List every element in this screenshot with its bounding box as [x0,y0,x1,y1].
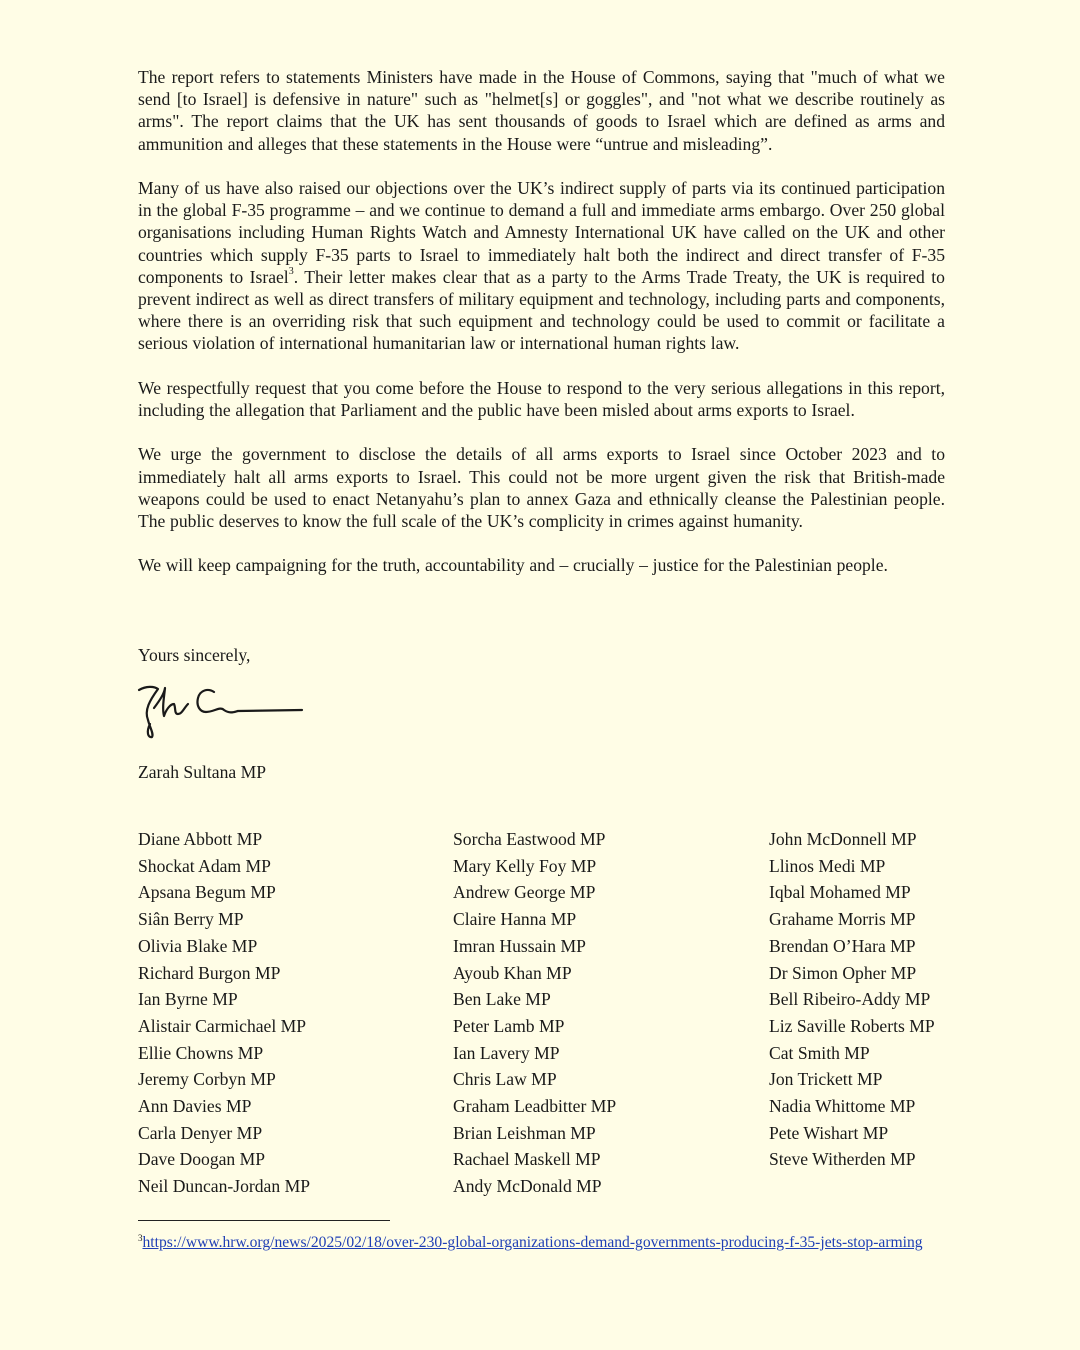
signatory: Ian Byrne MP [138,989,238,1010]
signatory: Siân Berry MP [138,909,244,930]
footnote-link[interactable]: https://www.hrw.org/news/2025/02/18/over-230-global-organizations-demand-governments-producing-f-35-jets-stop-arming [142,1234,923,1251]
signatory: Brian Leishman MP [453,1122,596,1143]
signatory: Jeremy Corbyn MP [138,1069,276,1090]
signatory: Iqbal Mohamed MP [769,882,911,903]
signatory: Graham Leadbitter MP [453,1096,617,1117]
signatory: Pete Wishart MP [769,1122,889,1143]
signatory: Liz Saville Roberts MP [769,1015,935,1036]
signer-name: Zarah Sultana MP [138,762,267,782]
signatories-column-3 [769,826,1069,1173]
signatory: Brendan O’Hara MP [769,935,916,956]
signatory: Llinos Medi MP [769,855,886,876]
signatory: Chris Law MP [453,1069,557,1090]
signatory: Andy McDonald MP [453,1176,602,1197]
signatory: Nadia Whittome MP [769,1096,916,1117]
signatory: Grahame Morris MP [769,909,916,930]
signatory: Apsana Begum MP [138,882,276,903]
signatory: Ann Davies MP [138,1096,252,1117]
handwritten-signature [134,680,306,740]
signatory: Rachael Maskell MP [453,1149,601,1170]
signatory: Richard Burgon MP [138,962,281,983]
signatory: Diane Abbott MP [138,829,263,849]
signatory: Ian Lavery MP [453,1042,560,1063]
paragraph-f35-text-after: . Their letter makes clear that as a party to the Arms Trade Treaty, the UK is required to prevent indirect as well as direct transfers of military equipment and technology, including parts and components, where there is an overriding risk that such equipment and technology could be used to commit or facilitate a serious violation of international humanitarian law or international human rights law. [138,266,945,354]
signatories-column-1 [138,826,438,1200]
footnote-reference[interactable]: 3 [288,265,294,277]
signatory: Steve Witherden MP [769,1149,916,1170]
signatory: Ayoub Khan MP [453,962,572,983]
signatory: Ellie Chowns MP [138,1042,264,1063]
signatory: Bell Ribeiro-Addy MP [769,989,931,1010]
signatory: Cat Smith MP [769,1042,870,1063]
signatory: Peter Lamb MP [453,1015,565,1036]
signatory: Ben Lake MP [453,989,551,1010]
signatory: Mary Kelly Foy MP [453,855,597,876]
closing-salutation: Yours sincerely, [138,645,251,665]
signatory: Alistair Carmichael MP [138,1015,307,1036]
paragraph-urge-government: We urge the government to disclose the details of all arms exports to Israel since October 2023 and to immediately halt all arms exports to Israel. This could not be more urgent given the risk that British-made weapons could be used to enact Netanyahu’s plan to annex Gaza and ethnically cleanse the Palestinian people. The public deserves to know the full scale of the UK’s complicity in crimes against humanity. [138,444,945,532]
signatory: Carla Denyer MP [138,1122,263,1143]
signatories-column-2 [453,826,753,1200]
signatory: Andrew George MP [453,882,596,903]
signatory: Jon Trickett MP [769,1069,883,1090]
signatories-list [138,826,958,1206]
paragraph-keep-campaigning: We will keep campaigning for the truth, accountability and – crucially – justice for the Palestinian people. [138,555,888,576]
footnote [138,1233,948,1254]
signatory: Neil Duncan-Jordan MP [138,1176,310,1197]
footnote-number: 3 [138,1233,143,1243]
paragraph-f35-programme [138,177,945,355]
paragraph-ministers-statements: The report refers to statements Ministers have made in the House of Commons, saying that "much of what we send [to Israel] is defensive in nature" such as "helmet[s] or goggles", and "not what we describe routinely as arms". The report claims that the UK has sent thousands of goods to Israel which are defined as arms and ammunition and alleges that these statements in the House were “untrue and misleading”. [138,67,945,154]
signatory: Imran Hussain MP [453,935,586,956]
signatory: John McDonnell MP [769,829,917,849]
signatory: Sorcha Eastwood MP [453,829,606,849]
signatory: Shockat Adam MP [138,855,271,876]
signatory: Dave Doogan MP [138,1149,266,1170]
footnote-divider [138,1220,390,1221]
signatory: Olivia Blake MP [138,935,258,956]
letter-body [138,66,945,577]
signatory: Claire Hanna MP [453,909,577,930]
paragraph-f35-text-before: Many of us have also raised our objections over the UK’s indirect supply of parts via its continued participation in the global F-35 programme – and we continue to demand a full and immediate arms embargo. Over 250 global organisations including Human Rights Watch and Amnesty International UK have called on the UK and other countries which supply F-35 parts to Israel to immediately halt both the indirect and direct transfer of F-35 components to Israel [138,178,945,287]
paragraph-request-house: We respectfully request that you come before the House to respond to the very serious allegations in this report, including the allegation that Parliament and the public have been misled about arms exports to Israel. [138,377,945,421]
signatory: Dr Simon Opher MP [769,962,917,983]
